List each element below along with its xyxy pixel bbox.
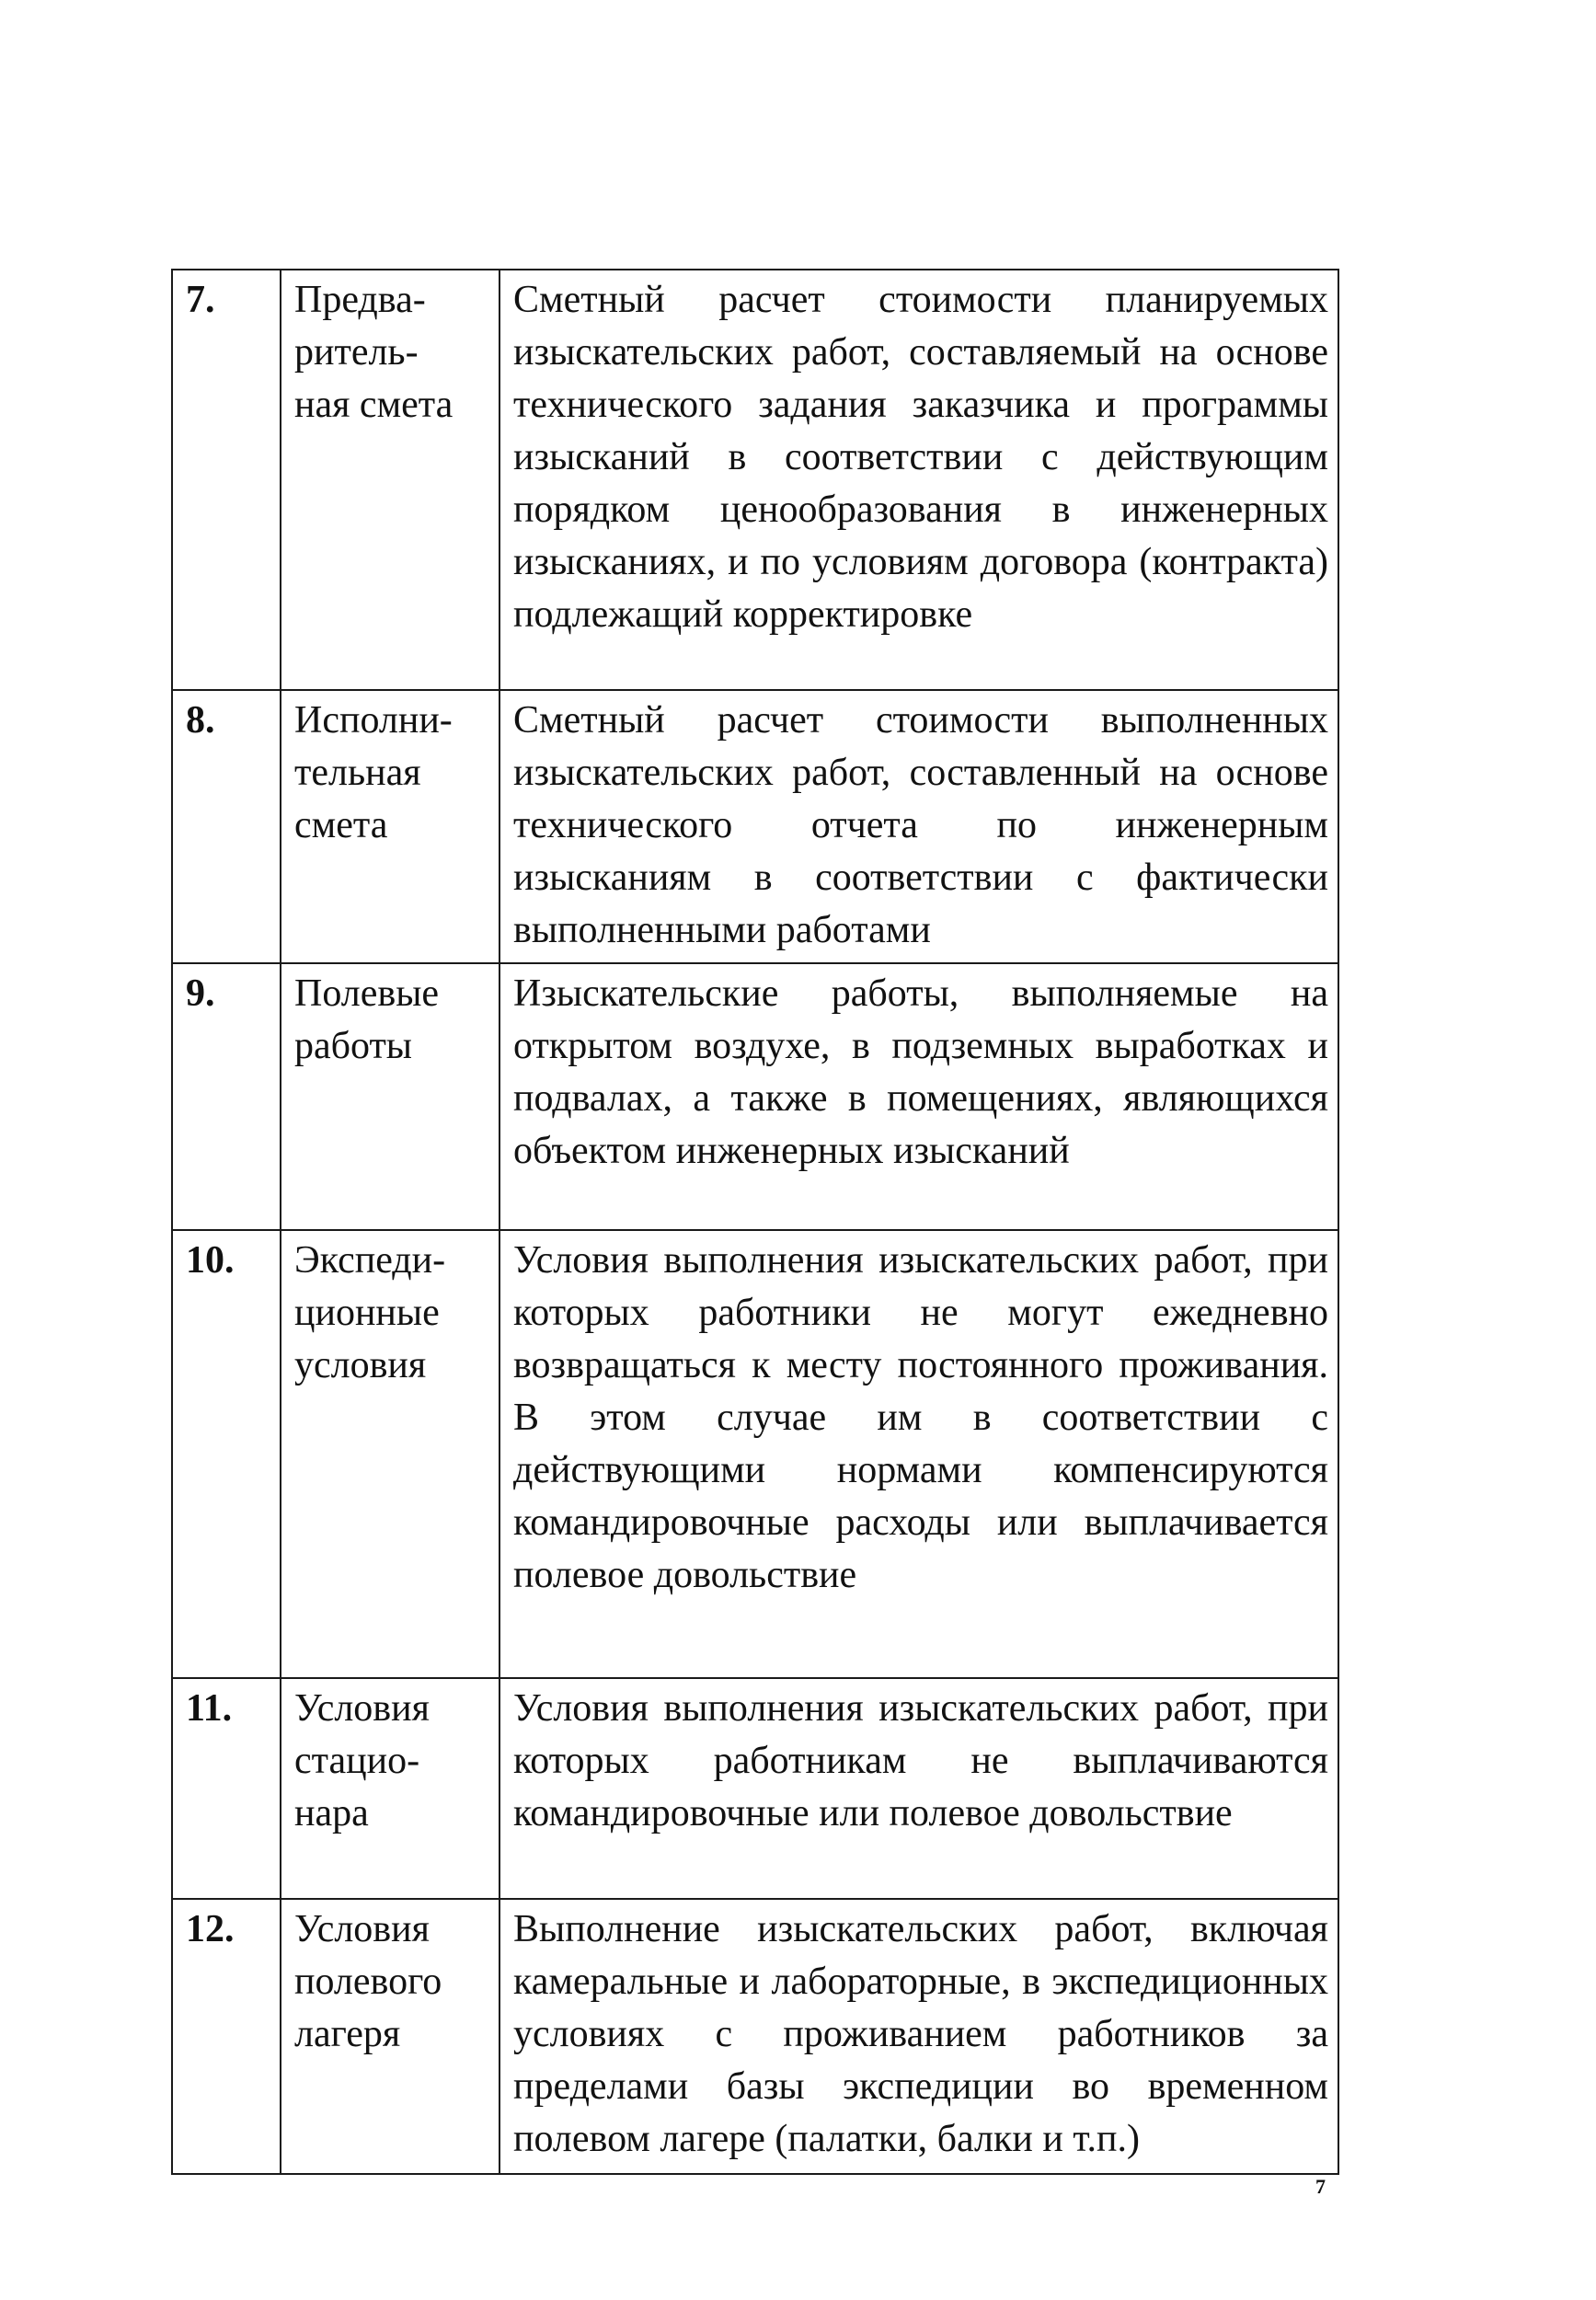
page-number: 7 bbox=[1315, 2175, 1326, 2198]
term-definition: Сметный расчет стоимости выполненных изыскательских работ, составленный на основе технического отчета по инженерным изысканиям в соответствии с фактически выполненными работами bbox=[499, 690, 1338, 963]
term-name: Экспеди- ционные условия bbox=[281, 1230, 499, 1678]
term-name: Условия стацио- нара bbox=[281, 1678, 499, 1899]
table-row bbox=[172, 1678, 1338, 1899]
term-name: Исполни- тельная смета bbox=[281, 690, 499, 963]
term-definition: Выполнение изыскательских работ, включая камеральные и лабораторные, в экспедиционных условиях с проживанием работников за пределами базы экспедиции во временном полевом лагере (палатки, балки и т.п.) bbox=[499, 1899, 1338, 2174]
term-name: Предва- ритель- ная смета bbox=[281, 270, 499, 690]
table-row bbox=[172, 1899, 1338, 2174]
table-row bbox=[172, 690, 1338, 963]
terms-table bbox=[171, 269, 1339, 2175]
row-number: 11. bbox=[172, 1678, 281, 1899]
term-name: Полевые работы bbox=[281, 963, 499, 1230]
row-number: 9. bbox=[172, 963, 281, 1230]
term-definition: Сметный расчет стоимости планируемых изыскательских работ, составляемый на основе технического задания заказчика и программы изысканий в соответствии с действующим порядком ценообразования в инженерных изысканиях, и по условиям договора (контракта) подлежащий корректировке bbox=[499, 270, 1338, 690]
row-number: 12. bbox=[172, 1899, 281, 2174]
table-row bbox=[172, 963, 1338, 1230]
term-name: Условия полевого лагеря bbox=[281, 1899, 499, 2174]
row-number: 8. bbox=[172, 690, 281, 963]
term-definition: Изыскательские работы, выполняемые на открытом воздухе, в подземных выработках и подвалах, а также в помещениях, являющихся объектом инженерных изысканий bbox=[499, 963, 1338, 1230]
table-row bbox=[172, 1230, 1338, 1678]
table-row bbox=[172, 270, 1338, 690]
row-number: 7. bbox=[172, 270, 281, 690]
term-definition: Условия выполнения изыскательских работ, при которых работникам не выплачиваются командировочные или полевое довольствие bbox=[499, 1678, 1338, 1899]
term-definition: Условия выполнения изыскательских работ, при которых работники не могут ежедневно возвращаться к месту постоянного проживания. В этом случае им в соответствии с действующими нормами компенсируются командировочные расходы или выплачивается полевое довольствие bbox=[499, 1230, 1338, 1678]
row-number: 10. bbox=[172, 1230, 281, 1678]
